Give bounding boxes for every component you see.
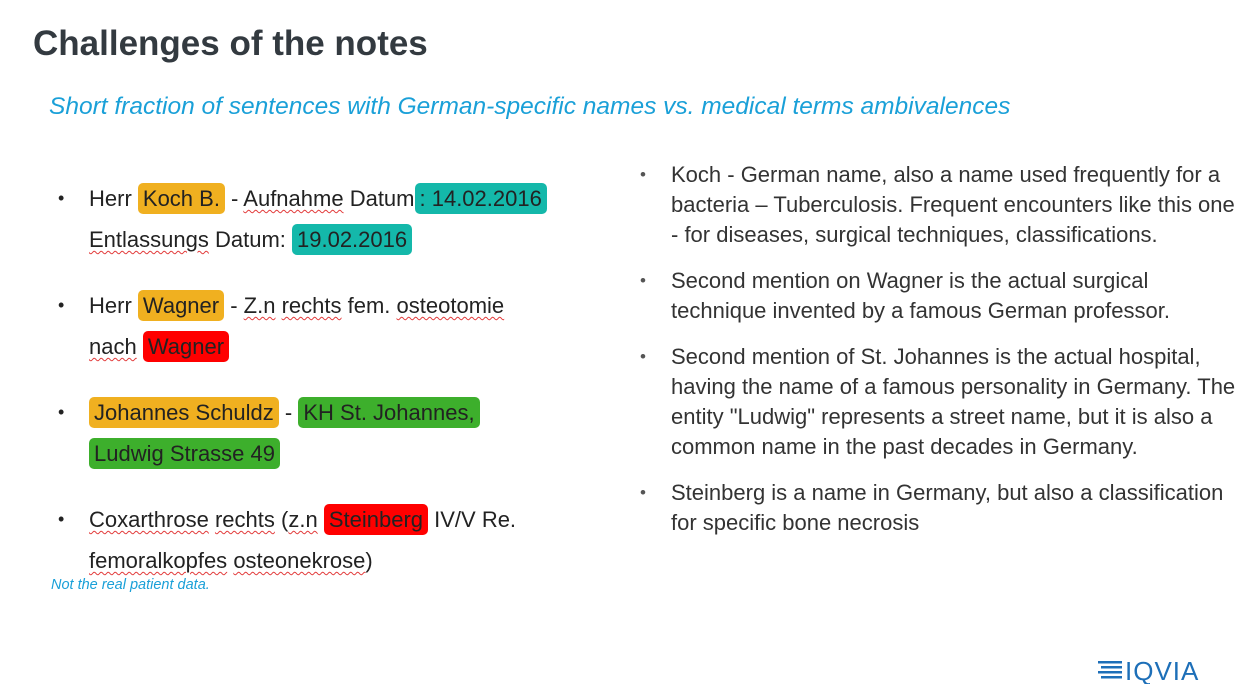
slide-subtitle: Short fraction of sentences with German-specific names vs. medical terms ambivalences <box>49 93 1011 120</box>
explanation-item: • Steinberg is a name in Germany, but also a classification for specific bone necrosis <box>640 478 1245 538</box>
example-sentence-1: • Herr Koch B. - Aufnahme Datum : 14.02.2016 Entlassungs Datum: 19.02.2016 <box>58 178 628 260</box>
highlight-date-discharge: 19.02.2016 <box>292 224 412 255</box>
highlight-name-wagner: Wagner <box>138 290 224 321</box>
example-sentence-list <box>58 178 628 606</box>
explanation-item: • Second mention on Wagner is the actual surgical technique invented by a famous German professor. <box>640 266 1245 326</box>
explanation-list <box>640 160 1245 554</box>
highlight-classification-steinberg: Steinberg <box>324 504 428 535</box>
highlight-address: Ludwig Strasse 49 <box>89 438 280 469</box>
iqvia-logo <box>1097 656 1221 684</box>
highlight-name-schuldz: Johannes Schuldz <box>89 397 279 428</box>
highlight-hospital: KH St. Johannes, <box>298 397 479 428</box>
example-sentence-4: • Coxarthrose rechts (z.n Steinberg IV/V Re. femoralkopfes osteonekrose) <box>58 499 628 581</box>
disclaimer-note: Not the real patient data. <box>51 577 210 593</box>
example-sentence-3: • Johannes Schuldz - KH St. Johannes, Ludwig Strasse 49 <box>58 392 628 474</box>
highlight-name-koch: Koch B. <box>138 183 225 214</box>
explanation-item: • Second mention of St. Johannes is the actual hospital, having the name of a famous personality in Germany. The entity "Ludwig" represents a street name, but it is also a common name in the past decades in Germany. <box>640 342 1245 462</box>
iqvia-logo-icon <box>1097 656 1221 684</box>
highlight-date-admission: : 14.02.2016 <box>415 183 547 214</box>
slide-title: Challenges of the notes <box>33 24 428 63</box>
highlight-technique-wagner: Wagner <box>143 331 229 362</box>
example-sentence-2: • Herr Wagner - Z.n rechts fem. osteotomie nach Wagner <box>58 285 628 367</box>
explanation-item: • Koch - German name, also a name used frequently for a bacteria – Tuberculosis. Frequent encounters like this one - for diseases, surgical techniques, classifications. <box>640 160 1245 250</box>
iqvia-logo-text: IQVIA <box>1125 656 1200 684</box>
